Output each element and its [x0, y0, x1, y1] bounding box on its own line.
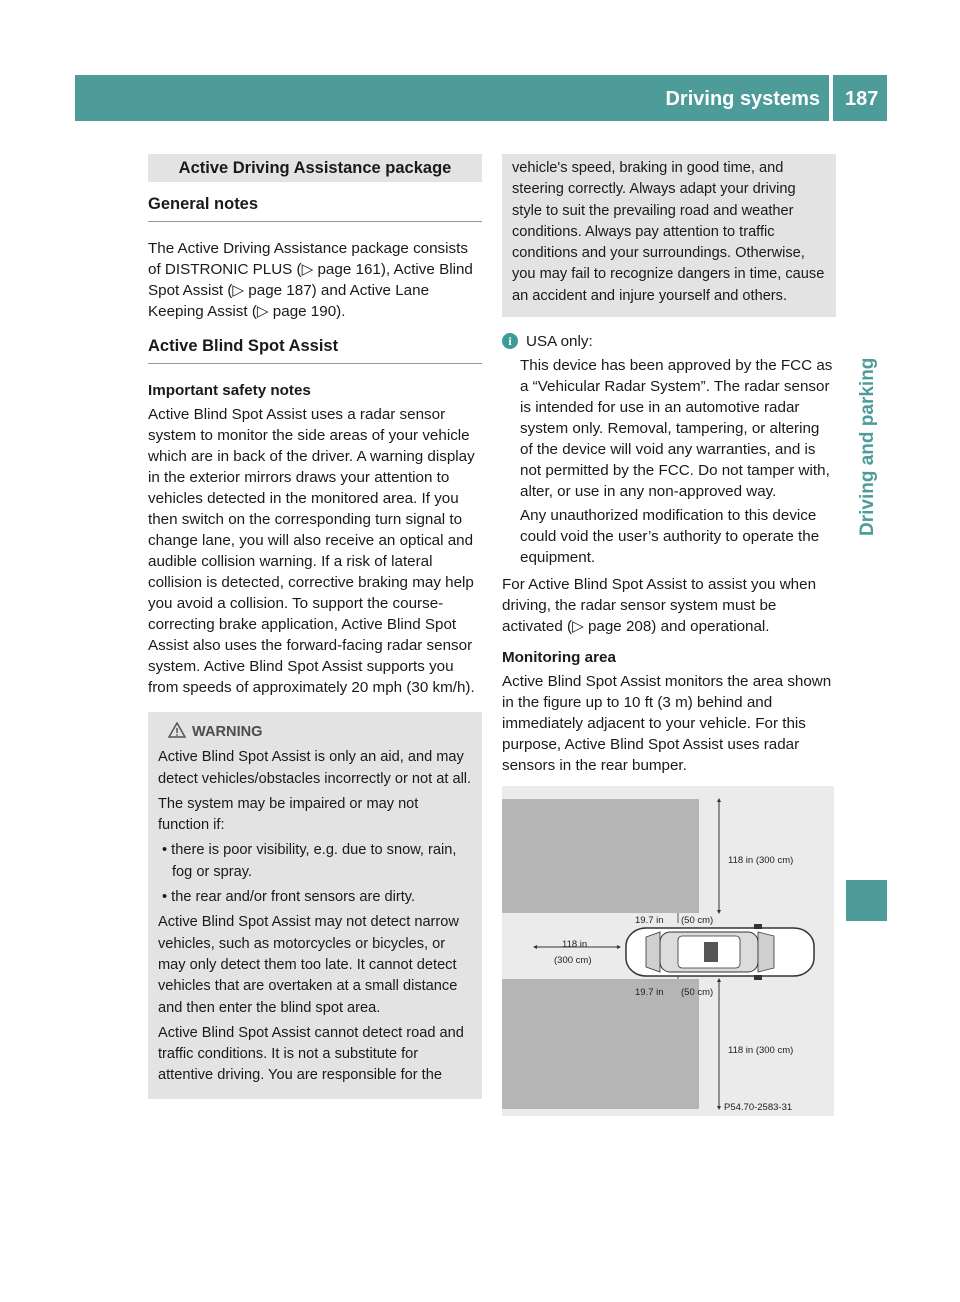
label-bottom-gap-cm: (50 cm): [681, 987, 714, 999]
info-p1: This device has been approved by the FCC as a “Vehicular Radar System”. The radar sensor is intended for use in an automotive radar system only. Removal, tampering, or altering of the device will void any warranties, and is not permitted by the FCC. Do not tamper with, alter, or use in any non-approved way.: [520, 357, 833, 501]
warning-p1: Active Blind Spot Assist is only an aid, and may detect vehicles/obstacles incorrectly or not at all.: [158, 749, 472, 787]
warning-bullet-1: • there is poor visibility, e.g. due to snow, rain, fog or spray.: [162, 842, 457, 880]
page-number: 187: [845, 88, 879, 110]
info-block: [502, 331, 836, 352]
warning-triangle-icon: [168, 722, 186, 738]
blind-spot-heading: Active Blind Spot Assist: [148, 336, 482, 364]
label-bottom-length: 118 in (300 cm): [728, 1045, 794, 1057]
right-column: [502, 154, 836, 1116]
label-top-length: 118 in (300 cm): [728, 855, 794, 867]
figure-code: P54.70-2583-31: [724, 1102, 793, 1114]
info-icon: i: [502, 333, 518, 349]
header-separator: [829, 75, 833, 121]
general-notes-heading: General notes: [148, 194, 482, 222]
label-top-gap-cm: (50 cm): [681, 915, 714, 927]
label-rear-cm: (300 cm): [554, 955, 592, 967]
monitoring-text: Active Blind Spot Assist monitors the area shown in the figure up to 10 ft (3 m) behind and immediately adjacent to your vehicle. For this purpose, Active Blind Spot Assist uses radar sensors in the rear bumper.: [502, 673, 832, 775]
warning-p2: The system may be impaired or may not function if:: [158, 795, 419, 834]
warning-box: [148, 712, 482, 1099]
warning-bullet-2: • the rear and/or front sensors are dirty.: [162, 889, 416, 906]
info-label: USA only:: [526, 333, 593, 351]
label-bottom-gap-in: 19.7 in: [635, 987, 664, 999]
warning-p4: Active Blind Spot Assist cannot detect road and traffic conditions. It is not a substitute for attentive driving. You are responsible for the: [158, 1024, 464, 1084]
warning-title-row: [158, 722, 472, 743]
warning-p3: Active Blind Spot Assist may not detect narrow vehicles, such as motorcycles or bicycles, or may only detect them too late. It cannot detect vehicles that are overtaken at a small distance and then enter the blind spot area.: [158, 914, 459, 1016]
activation-text: For Active Blind Spot Assist to assist you when driving, the radar sensor system must be activated (▷ page 208) and operational.: [502, 576, 817, 636]
safety-heading: Important safety notes: [148, 382, 311, 399]
left-column: [148, 154, 482, 1099]
package-title: Active Driving Assistance package: [148, 154, 482, 182]
monitoring-area-figure: [502, 786, 834, 1116]
warning-title: WARNING: [192, 724, 263, 740]
label-rear-in: 118 in: [562, 939, 588, 951]
monitoring-heading: Monitoring area: [502, 649, 616, 667]
car-top-view-icon: [624, 922, 818, 982]
general-notes-text: The Active Driving Assistance package consists of DISTRONIC PLUS (▷ page 161), Active Blind Spot Assist (▷ page 187) and Active Lane Keeping Assist (▷ page 190).: [148, 240, 473, 320]
info-p2: Any unauthorized modification to this device could void the user’s authority to operate the equipment.: [520, 507, 820, 567]
side-tab-label: Driving and parking: [857, 357, 878, 536]
safety-text: Active Blind Spot Assist uses a radar sensor system to monitor the side areas of your vehicle which are in back of the driver. A warning display in the exterior mirrors draws your attention to vehicles detected in the monitored area. If you then switch on the corresponding turn signal to change lane, you will also receive an optical and audible collision warning. If a risk of lateral collision is detected, corrective braking may help you avoid a collision. To support the course-correcting brake application, Active Blind Spot Assist also uses the forward-facing radar sensor system. Active Blind Spot Assist supports you from speeds of approximately 20 mph (30 km/h).: [148, 406, 475, 696]
label-top-gap-in: 19.7 in: [635, 915, 664, 927]
side-tab-marker: [846, 880, 887, 921]
warning-continued: vehicle's speed, braking in good time, and steering correctly. Always adapt your driving style to suit the prevailing road and weather conditions. Always pay attention to traffic conditions and your surroundings. Otherwise, you may fail to recognize dangers in time, cause an accident and injure yourself and others.: [502, 154, 836, 317]
section-title: Driving systems: [665, 88, 820, 110]
